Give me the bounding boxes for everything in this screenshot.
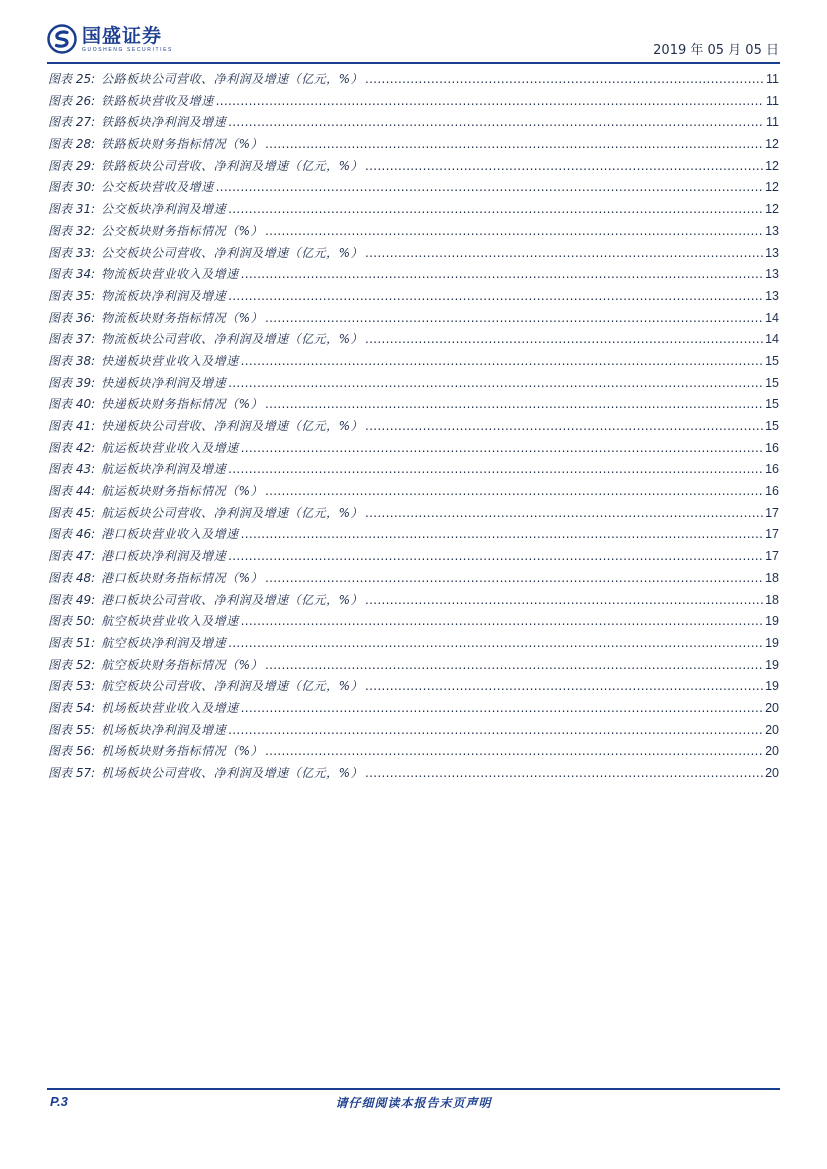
toc-entry[interactable] [48, 200, 779, 222]
toc-entry-label: 图表 41: [48, 419, 96, 433]
toc-entry-label: 图表 43: [48, 462, 96, 477]
toc-entry-page: 15 [765, 353, 779, 368]
toc-dot-leader [228, 202, 763, 216]
toc-entry-page: 19 [765, 635, 779, 650]
toc-entry[interactable] [48, 569, 779, 591]
toc-entry[interactable] [48, 222, 779, 244]
toc-dot-leader [365, 593, 763, 607]
toc-entry[interactable] [48, 417, 779, 439]
toc-entry-page: 19 [765, 614, 779, 629]
toc-entry-label: 图表 28: [48, 137, 96, 152]
toc-entry[interactable] [48, 764, 779, 786]
toc-entry-page: 13 [765, 288, 779, 303]
toc-dot-leader [265, 571, 763, 585]
toc-entry[interactable] [48, 287, 779, 309]
toc-entry-title: 港口板块营业收入及增速 [101, 527, 239, 542]
toc-entry-label: 图表 56: [48, 744, 96, 759]
toc-entry-title: 公路板块公司营收、净利润及增速（亿元，%） [101, 72, 364, 86]
toc-entry-label: 图表 42: [48, 440, 96, 455]
toc-entry[interactable] [48, 634, 779, 656]
toc-entry[interactable] [48, 482, 779, 504]
toc-dot-leader [228, 289, 763, 303]
toc-entry-page: 18 [765, 570, 779, 585]
toc-dot-leader [265, 311, 763, 325]
toc-dot-leader [365, 679, 763, 693]
toc-entry-page: 14 [765, 310, 779, 325]
toc-entry[interactable] [48, 547, 779, 569]
toc-entry[interactable] [48, 330, 779, 352]
toc-entry-page: 13 [765, 223, 779, 238]
toc-entry-label: 图表 33: [48, 245, 96, 260]
toc-dot-leader [365, 766, 763, 780]
toc-dot-leader [265, 397, 763, 411]
toc-entry-page: 15 [765, 375, 779, 390]
toc-entry-page: 17 [765, 549, 779, 564]
toc-dot-leader [228, 115, 764, 129]
toc-entry[interactable] [48, 309, 779, 331]
toc-entry-label: 图表 34: [48, 267, 96, 282]
toc-entry-title: 航空板块净利润及增速 [101, 635, 227, 650]
toc-entry-label: 图表 40: [48, 397, 96, 412]
toc-dot-leader [216, 180, 763, 194]
toc-entry-label: 图表 25: [48, 72, 96, 86]
toc-entry-label: 图表 53: [48, 679, 96, 694]
toc-entry-page: 12 [765, 180, 779, 195]
toc-entry-title: 快递板块财务指标情况（%） [101, 397, 264, 412]
toc-dot-leader [365, 246, 763, 260]
table-of-figures [48, 70, 779, 786]
toc-entry-page: 12 [765, 137, 779, 152]
toc-dot-leader [241, 527, 763, 541]
toc-entry-title: 航运板块公司营收、净利润及增速（亿元，%） [101, 505, 364, 520]
toc-entry-title: 机场板块净利润及增速 [101, 722, 227, 737]
toc-entry-page: 14 [765, 332, 779, 347]
toc-entry[interactable] [48, 395, 779, 417]
toc-dot-leader [265, 658, 763, 672]
toc-dot-leader [241, 614, 763, 628]
toc-entry-page: 20 [765, 722, 779, 737]
toc-entry-title: 航运板块净利润及增速 [101, 462, 227, 477]
toc-entry[interactable] [48, 265, 779, 287]
toc-entry-label: 图表 39: [48, 375, 96, 390]
footer-disclaimer: 请仔细阅读本报告末页声明 [335, 1096, 492, 1110]
toc-entry-title: 快递板块净利润及增速 [101, 375, 227, 390]
toc-entry-label: 图表 55: [48, 722, 96, 737]
toc-entry-page: 17 [765, 505, 779, 520]
report-date: 2019 年 05 月 05 日 [653, 43, 779, 58]
toc-entry-page: 20 [765, 766, 779, 780]
toc-entry-title: 铁路板块营收及增速 [101, 93, 214, 108]
toc-dot-leader [241, 441, 763, 455]
toc-entry[interactable] [48, 374, 779, 396]
toc-entry-title: 物流板块财务指标情况（%） [101, 310, 264, 325]
toc-entry-title: 港口板块公司营收、净利润及增速（亿元，%） [101, 592, 364, 607]
toc-entry[interactable] [48, 591, 779, 613]
toc-entry[interactable] [48, 439, 779, 461]
toc-entry[interactable] [48, 677, 779, 699]
toc-entry-title: 机场板块财务指标情况（%） [101, 744, 264, 759]
toc-entry[interactable] [48, 742, 779, 764]
toc-entry-title: 物流板块净利润及增速 [101, 288, 227, 303]
toc-entry-page: 16 [765, 440, 779, 455]
toc-entry-label: 图表 50: [48, 614, 96, 629]
toc-entry-label: 图表 26: [48, 93, 96, 108]
toc-entry-page: 20 [765, 744, 779, 759]
toc-entry[interactable] [48, 70, 779, 92]
toc-entry-page: 11 [766, 93, 779, 108]
toc-entry[interactable] [48, 113, 779, 135]
toc-entry[interactable] [48, 525, 779, 547]
toc-entry-label: 图表 38: [48, 353, 96, 368]
toc-entry-label: 图表 45: [48, 505, 96, 520]
toc-dot-leader [265, 484, 763, 498]
toc-entry-label: 图表 57: [48, 766, 96, 780]
toc-dot-leader [228, 636, 763, 650]
toc-entry[interactable] [48, 178, 779, 200]
toc-entry-title: 公交板块公司营收、净利润及增速（亿元，%） [101, 245, 364, 260]
toc-entry-label: 图表 47: [48, 549, 96, 564]
toc-entry[interactable] [48, 504, 779, 526]
toc-entry-title: 机场板块公司营收、净利润及增速（亿元，%） [101, 766, 364, 780]
toc-entry-title: 机场板块营业收入及增速 [101, 700, 239, 715]
guosheng-logo-icon [47, 24, 77, 54]
toc-entry[interactable] [48, 352, 779, 374]
toc-entry-title: 航运板块财务指标情况（%） [101, 484, 264, 499]
toc-entry[interactable] [48, 721, 779, 743]
toc-entry-title: 物流板块营业收入及增速 [101, 267, 239, 282]
toc-entry-page: 11 [766, 72, 779, 86]
toc-entry-page: 19 [765, 679, 779, 694]
toc-entry-label: 图表 36: [48, 310, 96, 325]
toc-entry-title: 公交板块营收及增速 [101, 180, 214, 195]
toc-entry-title: 港口板块净利润及增速 [101, 549, 227, 564]
toc-entry-label: 图表 27: [48, 115, 96, 130]
toc-entry-label: 图表 35: [48, 288, 96, 303]
toc-dot-leader [365, 72, 764, 86]
toc-dot-leader [365, 332, 763, 346]
toc-entry[interactable] [48, 157, 779, 179]
toc-entry-page: 12 [765, 158, 779, 173]
toc-entry[interactable] [48, 135, 779, 157]
toc-entry-page: 19 [765, 657, 779, 672]
toc-dot-leader [265, 744, 763, 758]
toc-dot-leader [228, 723, 763, 737]
toc-entry-label: 图表 46: [48, 527, 96, 542]
toc-entry-page: 11 [766, 115, 779, 130]
toc-entry-title: 物流板块公司营收、净利润及增速（亿元，%） [101, 332, 364, 347]
toc-dot-leader [241, 701, 763, 715]
logo-english-name: GUOSHENG SECURITIES [82, 46, 173, 53]
toc-entry-title: 航空板块财务指标情况（%） [101, 657, 264, 672]
toc-entry[interactable] [48, 92, 779, 114]
footer-divider [47, 1088, 780, 1090]
toc-entry-title: 航空板块公司营收、净利润及增速（亿元，%） [101, 679, 364, 694]
toc-entry-page: 13 [765, 267, 779, 282]
toc-entry-page: 16 [765, 484, 779, 499]
toc-dot-leader [228, 376, 763, 390]
toc-entry-title: 铁路板块净利润及增速 [101, 115, 227, 130]
toc-entry-label: 图表 32: [48, 223, 96, 238]
toc-entry-label: 图表 44: [48, 484, 96, 499]
toc-entry-label: 图表 49: [48, 592, 96, 607]
page-header [0, 0, 827, 66]
toc-dot-leader [365, 419, 763, 433]
logo-chinese-name: 国盛证券 [82, 24, 163, 47]
toc-entry-title: 公交板块财务指标情况（%） [101, 223, 264, 238]
toc-entry-title: 铁路板块公司营收、净利润及增速（亿元，%） [101, 158, 364, 173]
toc-entry-page: 16 [765, 462, 779, 477]
toc-entry[interactable] [48, 612, 779, 634]
page-number: P.3 [50, 1094, 68, 1109]
toc-dot-leader [241, 267, 763, 281]
toc-entry-page: 17 [765, 527, 779, 542]
toc-dot-leader [216, 94, 764, 108]
toc-entry-title: 快递板块公司营收、净利润及增速（亿元，%） [101, 419, 364, 433]
toc-entry-title: 公交板块净利润及增速 [101, 202, 227, 217]
toc-entry-title: 航运板块营业收入及增速 [101, 440, 239, 455]
toc-entry-label: 图表 54: [48, 700, 96, 715]
toc-entry-label: 图表 48: [48, 570, 96, 585]
toc-dot-leader [228, 462, 763, 476]
toc-entry-page: 20 [765, 700, 779, 715]
toc-entry-page: 15 [765, 397, 779, 412]
toc-entry-label: 图表 31: [48, 202, 96, 217]
toc-entry-page: 13 [765, 245, 779, 260]
toc-entry-title: 港口板块财务指标情况（%） [101, 570, 264, 585]
toc-dot-leader [265, 224, 763, 238]
toc-dot-leader [265, 137, 763, 151]
toc-entry-label: 图表 30: [48, 180, 96, 195]
toc-dot-leader [228, 549, 763, 563]
toc-entry-label: 图表 52: [48, 657, 96, 672]
toc-dot-leader [365, 506, 763, 520]
toc-entry-label: 图表 51: [48, 635, 96, 650]
toc-entry-page: 15 [765, 419, 779, 433]
toc-entry-title: 航空板块营业收入及增速 [101, 614, 239, 629]
toc-entry-page: 12 [765, 202, 779, 217]
toc-dot-leader [365, 159, 763, 173]
toc-entry-page: 18 [765, 592, 779, 607]
toc-entry-title: 快递板块营业收入及增速 [101, 353, 239, 368]
toc-entry[interactable] [48, 460, 779, 482]
toc-entry-label: 图表 37: [48, 332, 96, 347]
toc-entry-title: 铁路板块财务指标情况（%） [101, 137, 264, 152]
header-divider [47, 62, 780, 64]
toc-entry[interactable] [48, 699, 779, 721]
toc-entry-label: 图表 29: [48, 158, 96, 173]
toc-dot-leader [241, 354, 763, 368]
toc-entry[interactable] [48, 244, 779, 266]
company-logo [47, 24, 173, 54]
toc-entry[interactable] [48, 656, 779, 678]
